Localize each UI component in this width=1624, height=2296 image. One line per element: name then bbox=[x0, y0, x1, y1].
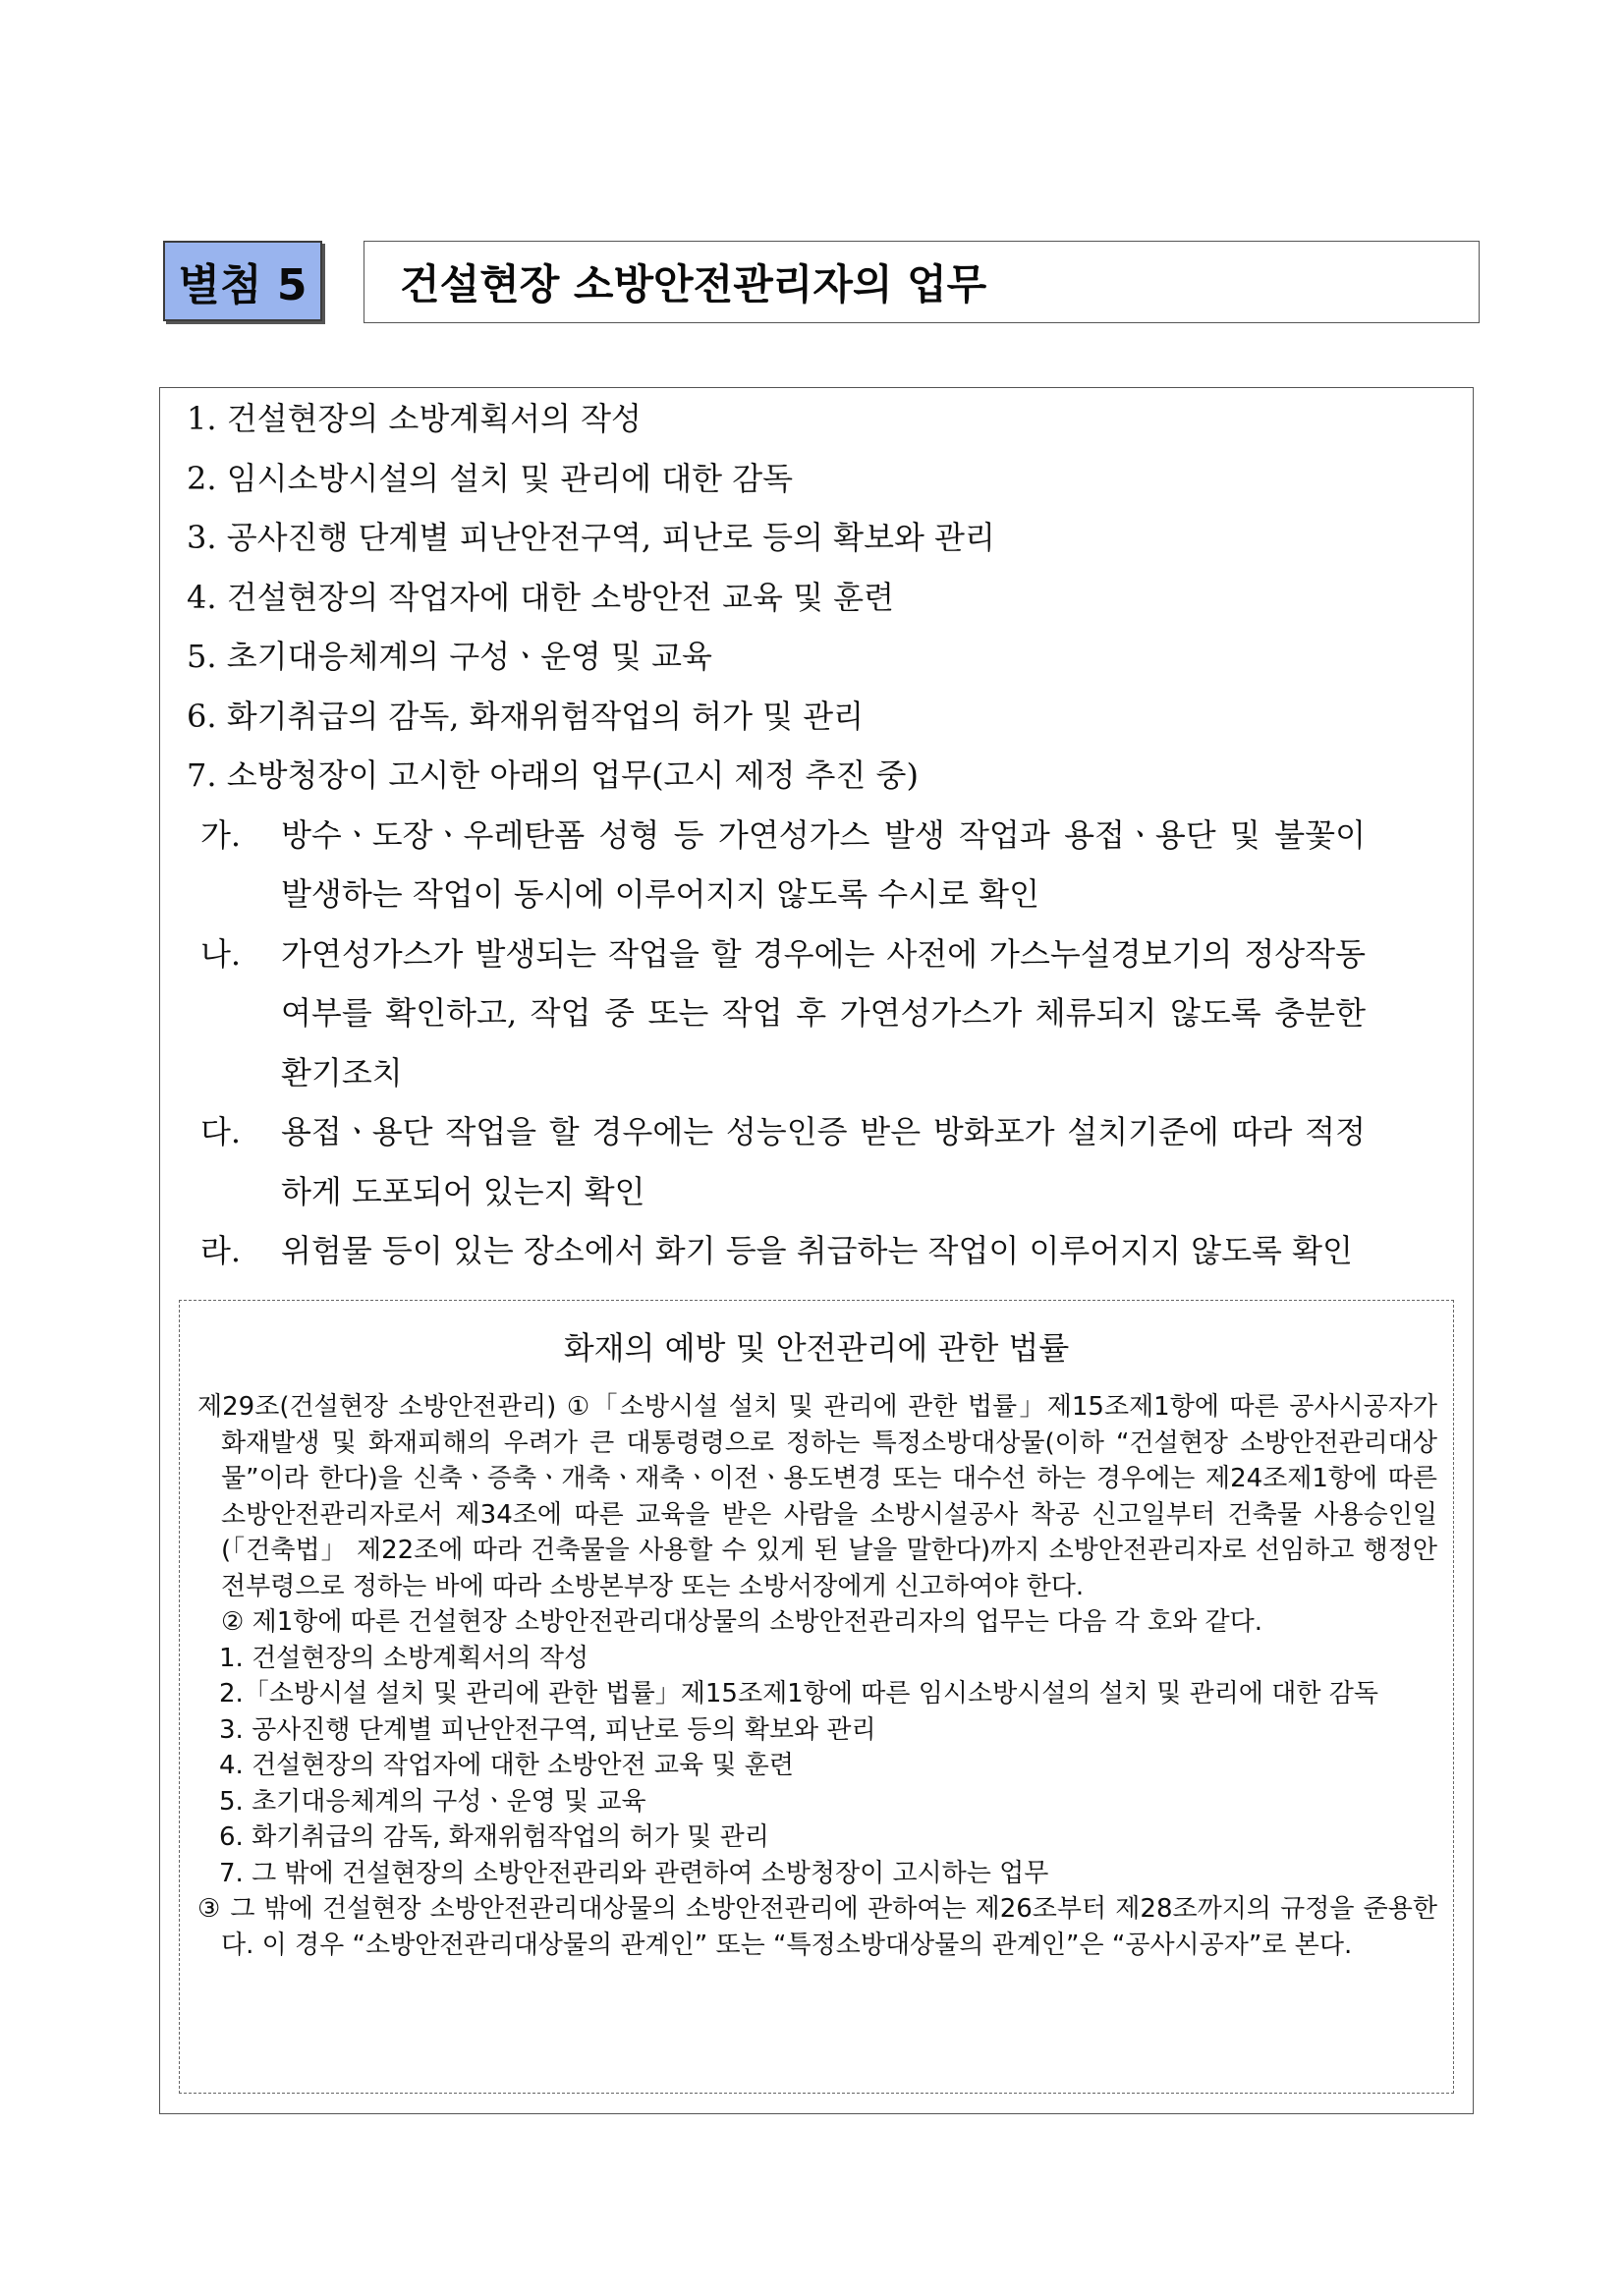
duty-item: 2. 임시소방시설의 설치 및 관리에 대한 감독 bbox=[187, 459, 794, 497]
sub-item-marker: 다. bbox=[200, 1113, 242, 1150]
sub-item-text: 위험물 등이 있는 장소에서 화기 등을 취급하는 작업이 이루어지지 않도록 확인 bbox=[281, 1232, 1353, 1269]
law-body bbox=[197, 1389, 1437, 1963]
duty-item: 3. 공사진행 단계별 피난안전구역, 피난로 등의 확보와 관리 bbox=[187, 519, 995, 556]
sub-item bbox=[187, 1102, 1366, 1221]
sub-item bbox=[187, 806, 1366, 924]
law-paragraph-2: ② 제1항에 따른 건설현장 소방안전관리대상물의 소방안전관리자의 업무는 다음 각 호와 같다. bbox=[221, 1607, 1263, 1637]
law-paragraph-1: 제29조(건설현장 소방안전관리) ①「소방시설 설치 및 관리에 관한 법률」제15조제1항에 따른 공사시공자가 화재발생 및 화재피해의 우려가 큰 대통령령으로 정하는 특정소방대상물(이하 “건설현장 소방안전관리대상물”이라 한다)을 신축ㆍ증축ㆍ개축ㆍ재축ㆍ이전ㆍ용도변경 또는 대수선 하는 경우에는 제24조제1항에 따른 소방안전관리자로서 제34조에 따른 교육을 받은 사람을 소방시설공사 착공 신고일부터 건축물 사용승인일(「건축법」 제22조에 따라 건축물을 사용할 수 있게 된 날을 말한다)까지 소방안전관리자로 선임하고 행정안전부령으로 정하는 바에 따라 소방본부장 또는 소방서장에게 신고하여야 한다. bbox=[197, 1392, 1437, 1601]
attachment-badge: 별첨 5 bbox=[163, 241, 322, 321]
law-excerpt-box bbox=[179, 1300, 1454, 2094]
sub-item-text: 가연성가스가 발생되는 작업을 할 경우에는 사전에 가스누설경보기의 정상작동 여부를 확인하고, 작업 중 또는 작업 후 가연성가스가 체류되지 않도록 충분한 환기조치 bbox=[281, 934, 1366, 1092]
sub-item bbox=[187, 924, 1366, 1103]
law-item: 6. 화기취급의 감독, 화재위험작업의 허가 및 관리 bbox=[219, 1822, 769, 1852]
duty-list bbox=[187, 389, 1464, 1281]
law-title: 화재의 예방 및 안전관리에 관한 법률 bbox=[563, 1329, 1070, 1367]
duty-item: 4. 건설현장의 작업자에 대한 소방안전 교육 및 훈련 bbox=[187, 578, 894, 616]
law-item: 2.「소방시설 설치 및 관리에 관한 법률」제15조제1항에 따른 임시소방시설의 설치 및 관리에 대한 감독 bbox=[219, 1679, 1379, 1708]
duty-item: 5. 초기대응체계의 구성ㆍ운영 및 교육 bbox=[187, 638, 712, 675]
law-item: 3. 공사진행 단계별 피난안전구역, 피난로 등의 확보와 관리 bbox=[219, 1714, 876, 1745]
duty-item: 6. 화기취급의 감독, 화재위험작업의 허가 및 관리 bbox=[187, 697, 865, 735]
sub-item-text: 방수ㆍ도장ㆍ우레탄폼 성형 등 가연성가스 발생 작업과 용접ㆍ용단 및 불꽃이 발생하는 작업이 동시에 이루어지지 않도록 수시로 확인 bbox=[281, 815, 1366, 913]
law-item: 1. 건설현장의 소방계획서의 작성 bbox=[219, 1643, 589, 1673]
law-paragraph-3: ③ 그 밖에 건설현장 소방안전관리대상물의 소방안전관리에 관하여는 제26조부터 제28조까지의 규정을 준용한다. 이 경우 “소방안전관리대상물의 관계인” 또는 “특정소방대상물의 관계인”은 “공사시공자”로 본다. bbox=[197, 1894, 1437, 1960]
page-title: 건설현장 소방안전관리자의 업무 bbox=[364, 241, 1480, 323]
law-item: 5. 초기대응체계의 구성ㆍ운영 및 교육 bbox=[219, 1786, 646, 1817]
duty-item: 7. 소방청장이 고시한 아래의 업무(고시 제정 추진 중) bbox=[187, 756, 919, 794]
sub-item bbox=[187, 1221, 1366, 1281]
sub-item-marker: 라. bbox=[200, 1232, 242, 1269]
sub-item-text: 용접ㆍ용단 작업을 할 경우에는 성능인증 받은 방화포가 설치기준에 따라 적정하게 도포되어 있는지 확인 bbox=[281, 1113, 1366, 1210]
law-item: 7. 그 밖에 건설현장의 소방안전관리와 관련하여 소방청장이 고시하는 업무 bbox=[219, 1858, 1049, 1888]
sub-item-marker: 가. bbox=[200, 815, 242, 854]
duty-item: 1. 건설현장의 소방계획서의 작성 bbox=[187, 400, 642, 437]
law-item: 4. 건설현장의 작업자에 대한 소방안전 교육 및 훈련 bbox=[219, 1751, 794, 1780]
sub-item-marker: 나. bbox=[200, 934, 242, 973]
